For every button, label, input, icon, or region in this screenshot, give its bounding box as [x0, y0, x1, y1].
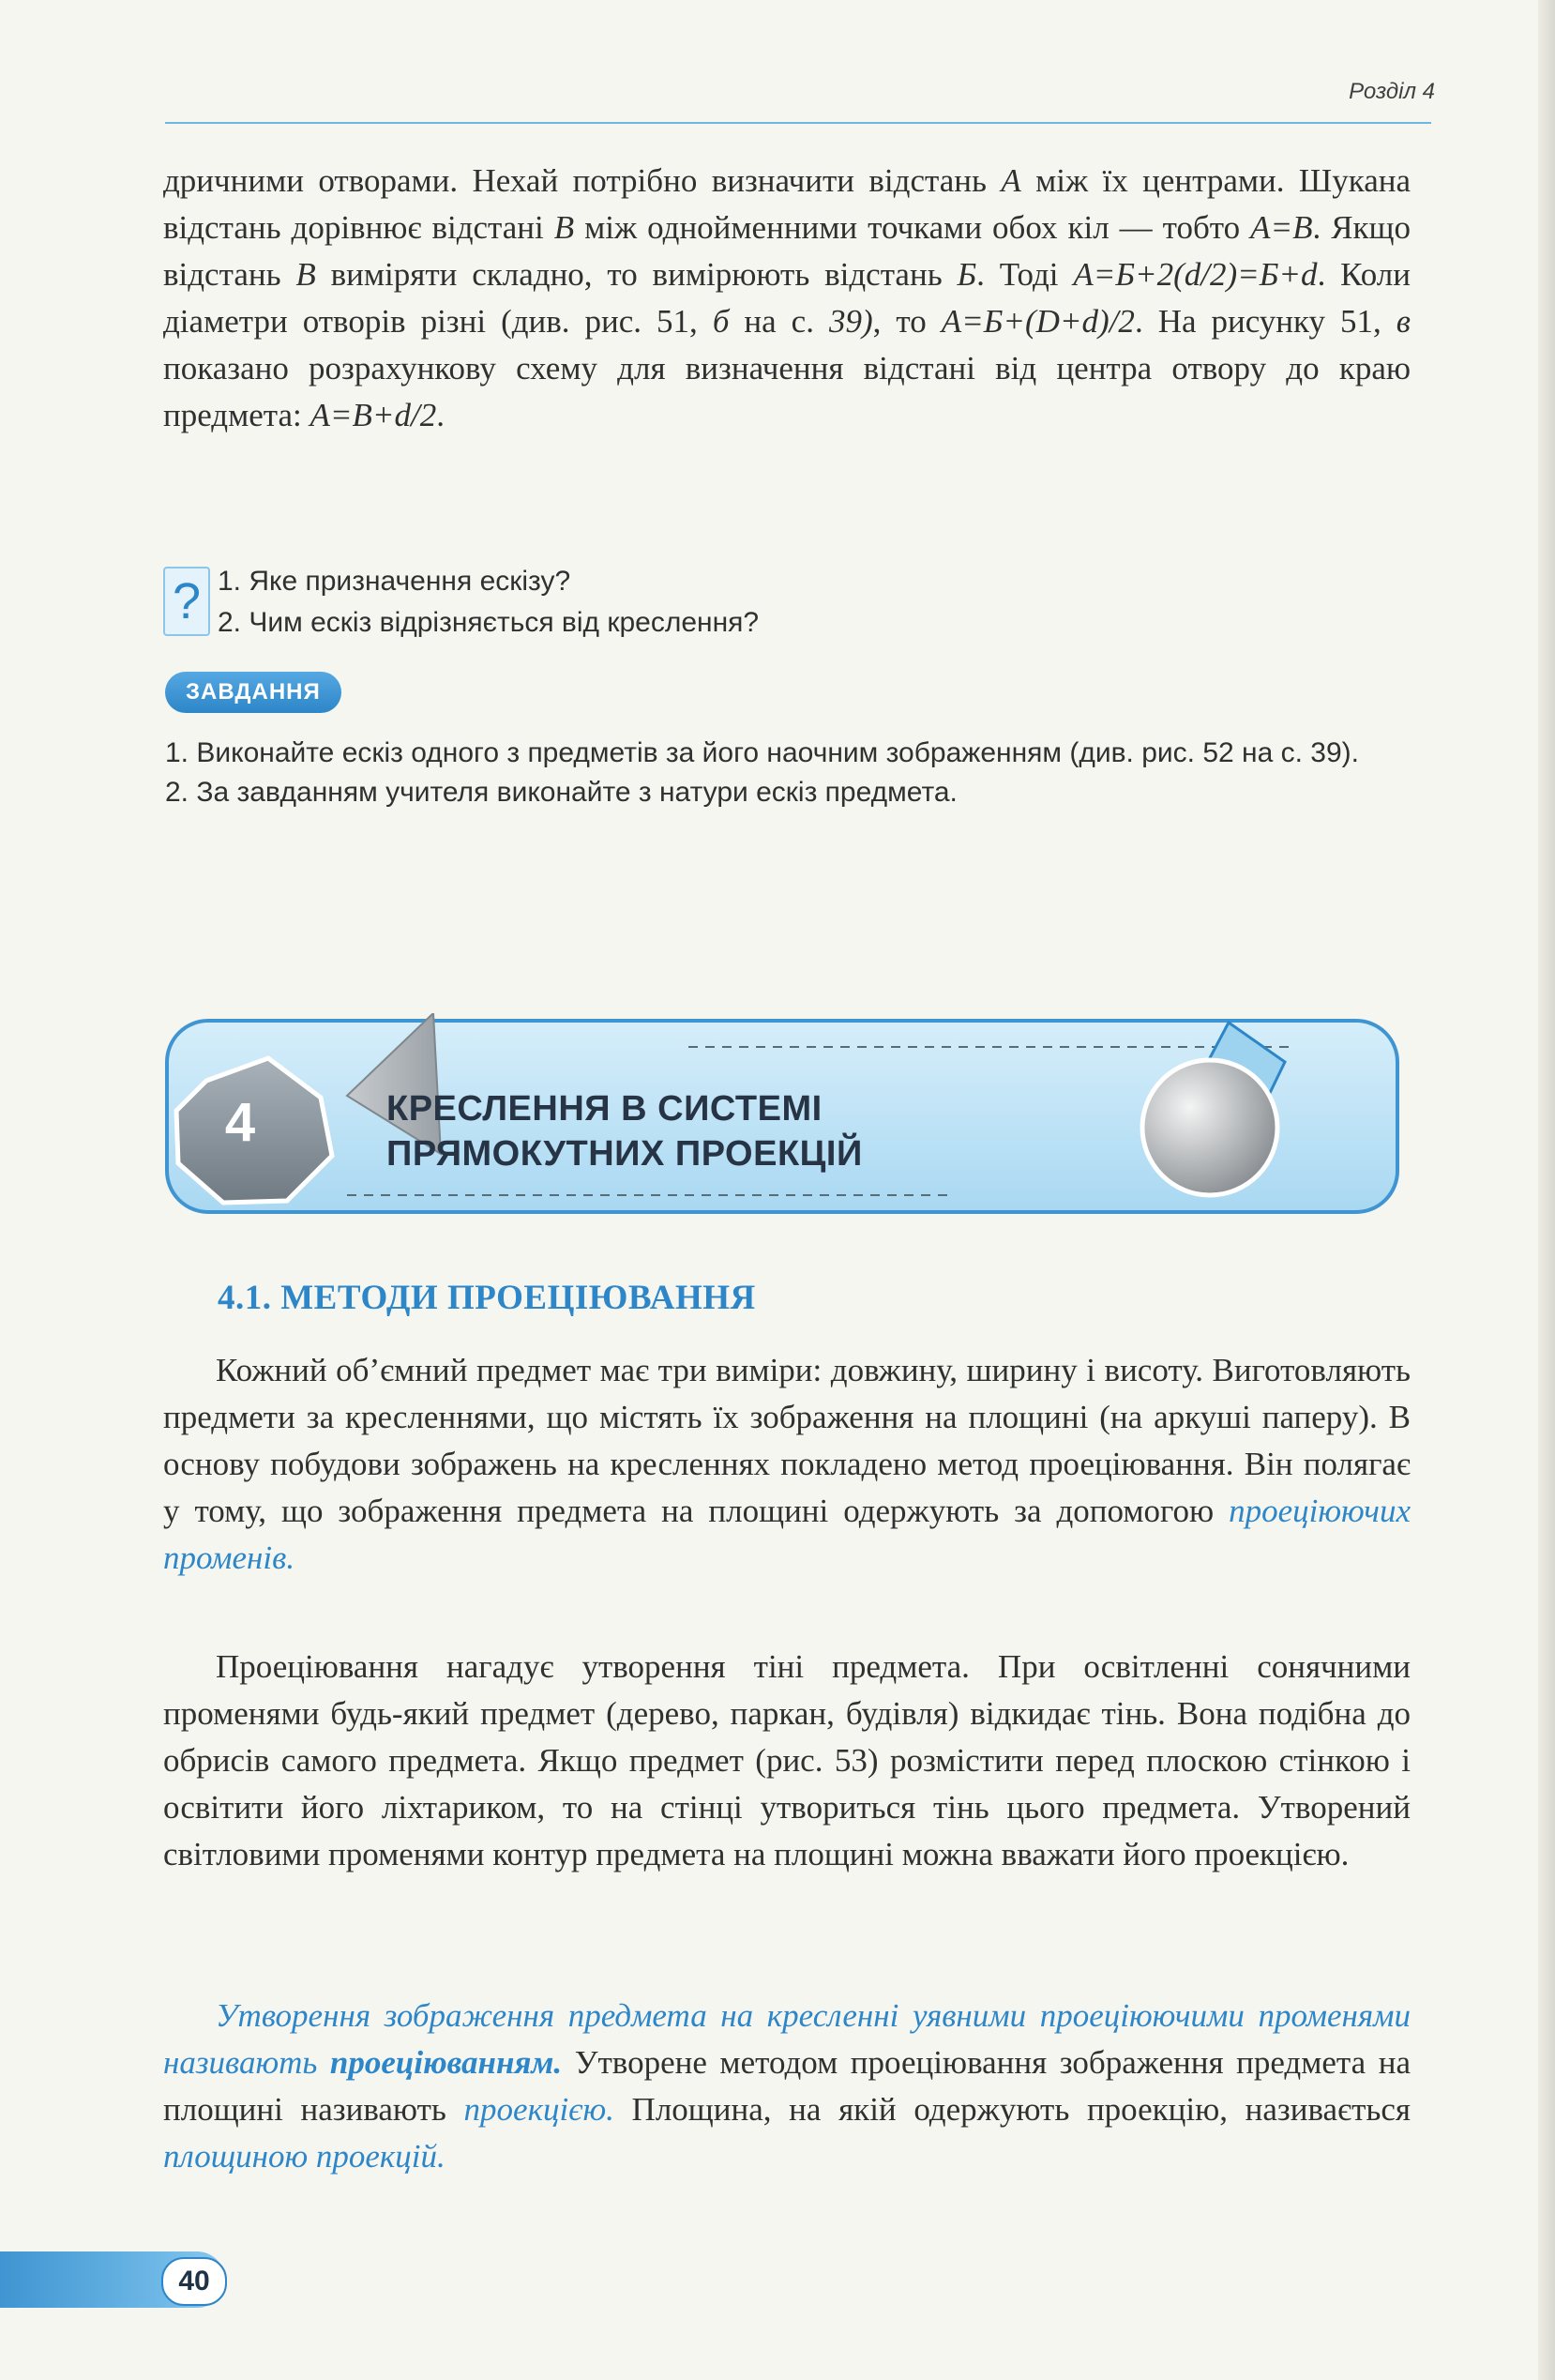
question-item: 2. Чим ескіз відрізняється від креслення?	[218, 607, 760, 638]
question-item: 1. Яке призначення ескізу?	[218, 566, 571, 597]
page-number: 40	[161, 2257, 227, 2306]
task-item: 2. За завданням учителя виконайте з натури ескіз предмета.	[165, 777, 958, 808]
chapter-title-line: ПРЯМОКУТНИХ ПРОЕКЦІЙ	[386, 1134, 863, 1174]
task-item: 1. Виконайте ескіз одного з предметів за його наочним зображенням (див. рис. 52 на с. 39).	[165, 737, 1359, 768]
chapter-banner	[163, 1013, 1401, 1220]
tasks-badge: ЗАВДАННЯ	[165, 672, 341, 713]
chapter-title	[386, 1086, 863, 1176]
paragraph-definition: Утворення зображення предмета на кресленні уявними проеціюючими променями називають проеціюванням. Утворене методом проеціювання зображення предмета на площині називають проекцією. Площина, на якій одержують проекцію, називається площиною проекцій.	[163, 1997, 1411, 2175]
chapter-number: 4	[224, 1092, 256, 1153]
paragraph-shadow: Проеціювання нагадує утворення тіні предмета. При освітленні сонячними променями будь-який предмет (дерево, паркан, будівля) відкидає тінь. Вона подібна до обрисів самого предмета. Якщо предмет (рис. 53) розмістити перед плоскою стінкою і освітити його ліхтариком, то на стінці утвориться тінь цього предмета. Утворений світловими променями контур предмета на площині можна вважати його проекцією.	[163, 1648, 1411, 1872]
running-header: Розділ 4	[1349, 79, 1435, 104]
question-mark-icon: ?	[163, 567, 210, 636]
chapter-title-line: КРЕСЛЕННЯ В СИСТЕМІ	[386, 1089, 823, 1129]
section-heading: 4.1. МЕТОДИ ПРОЕЦІЮВАННЯ	[218, 1279, 756, 1317]
question-list	[218, 561, 759, 644]
page-edge	[1538, 0, 1555, 2380]
header-rule	[165, 122, 1431, 124]
intro-paragraph: дричними отворами. Нехай потрібно визначити відстань А між їх центрами. Шукана відстань дорівнює відстані В між однойменними точками обох кіл — тобто А=В. Якщо відстань В виміряти складно, то вимірюють відстань Б. Тоді А=Б+2(d/2)=Б+d. Коли діаметри отворів різні (див. рис. 51, б на с. 39), то А=Б+(D+d)/2. На рисунку 51, в показано розрахункову схему для визначення відстані від центра отвору до краю предмета: А=В+d/2.	[163, 162, 1411, 433]
paragraph-projection-method: Кожний об’ємний предмет має три виміри: довжину, ширину і висоту. Виготовляють предмети за кресленнями, що містять їх зображення на площині (на аркуші паперу). В основу побудови зображень на кресленнях покладено метод проеціювання. Він полягає у тому, що зображення предмета на площині одержують за допомогою проеціюючих променів.	[163, 1352, 1411, 1576]
sphere-shape	[1142, 1060, 1277, 1195]
task-list	[165, 734, 1384, 812]
